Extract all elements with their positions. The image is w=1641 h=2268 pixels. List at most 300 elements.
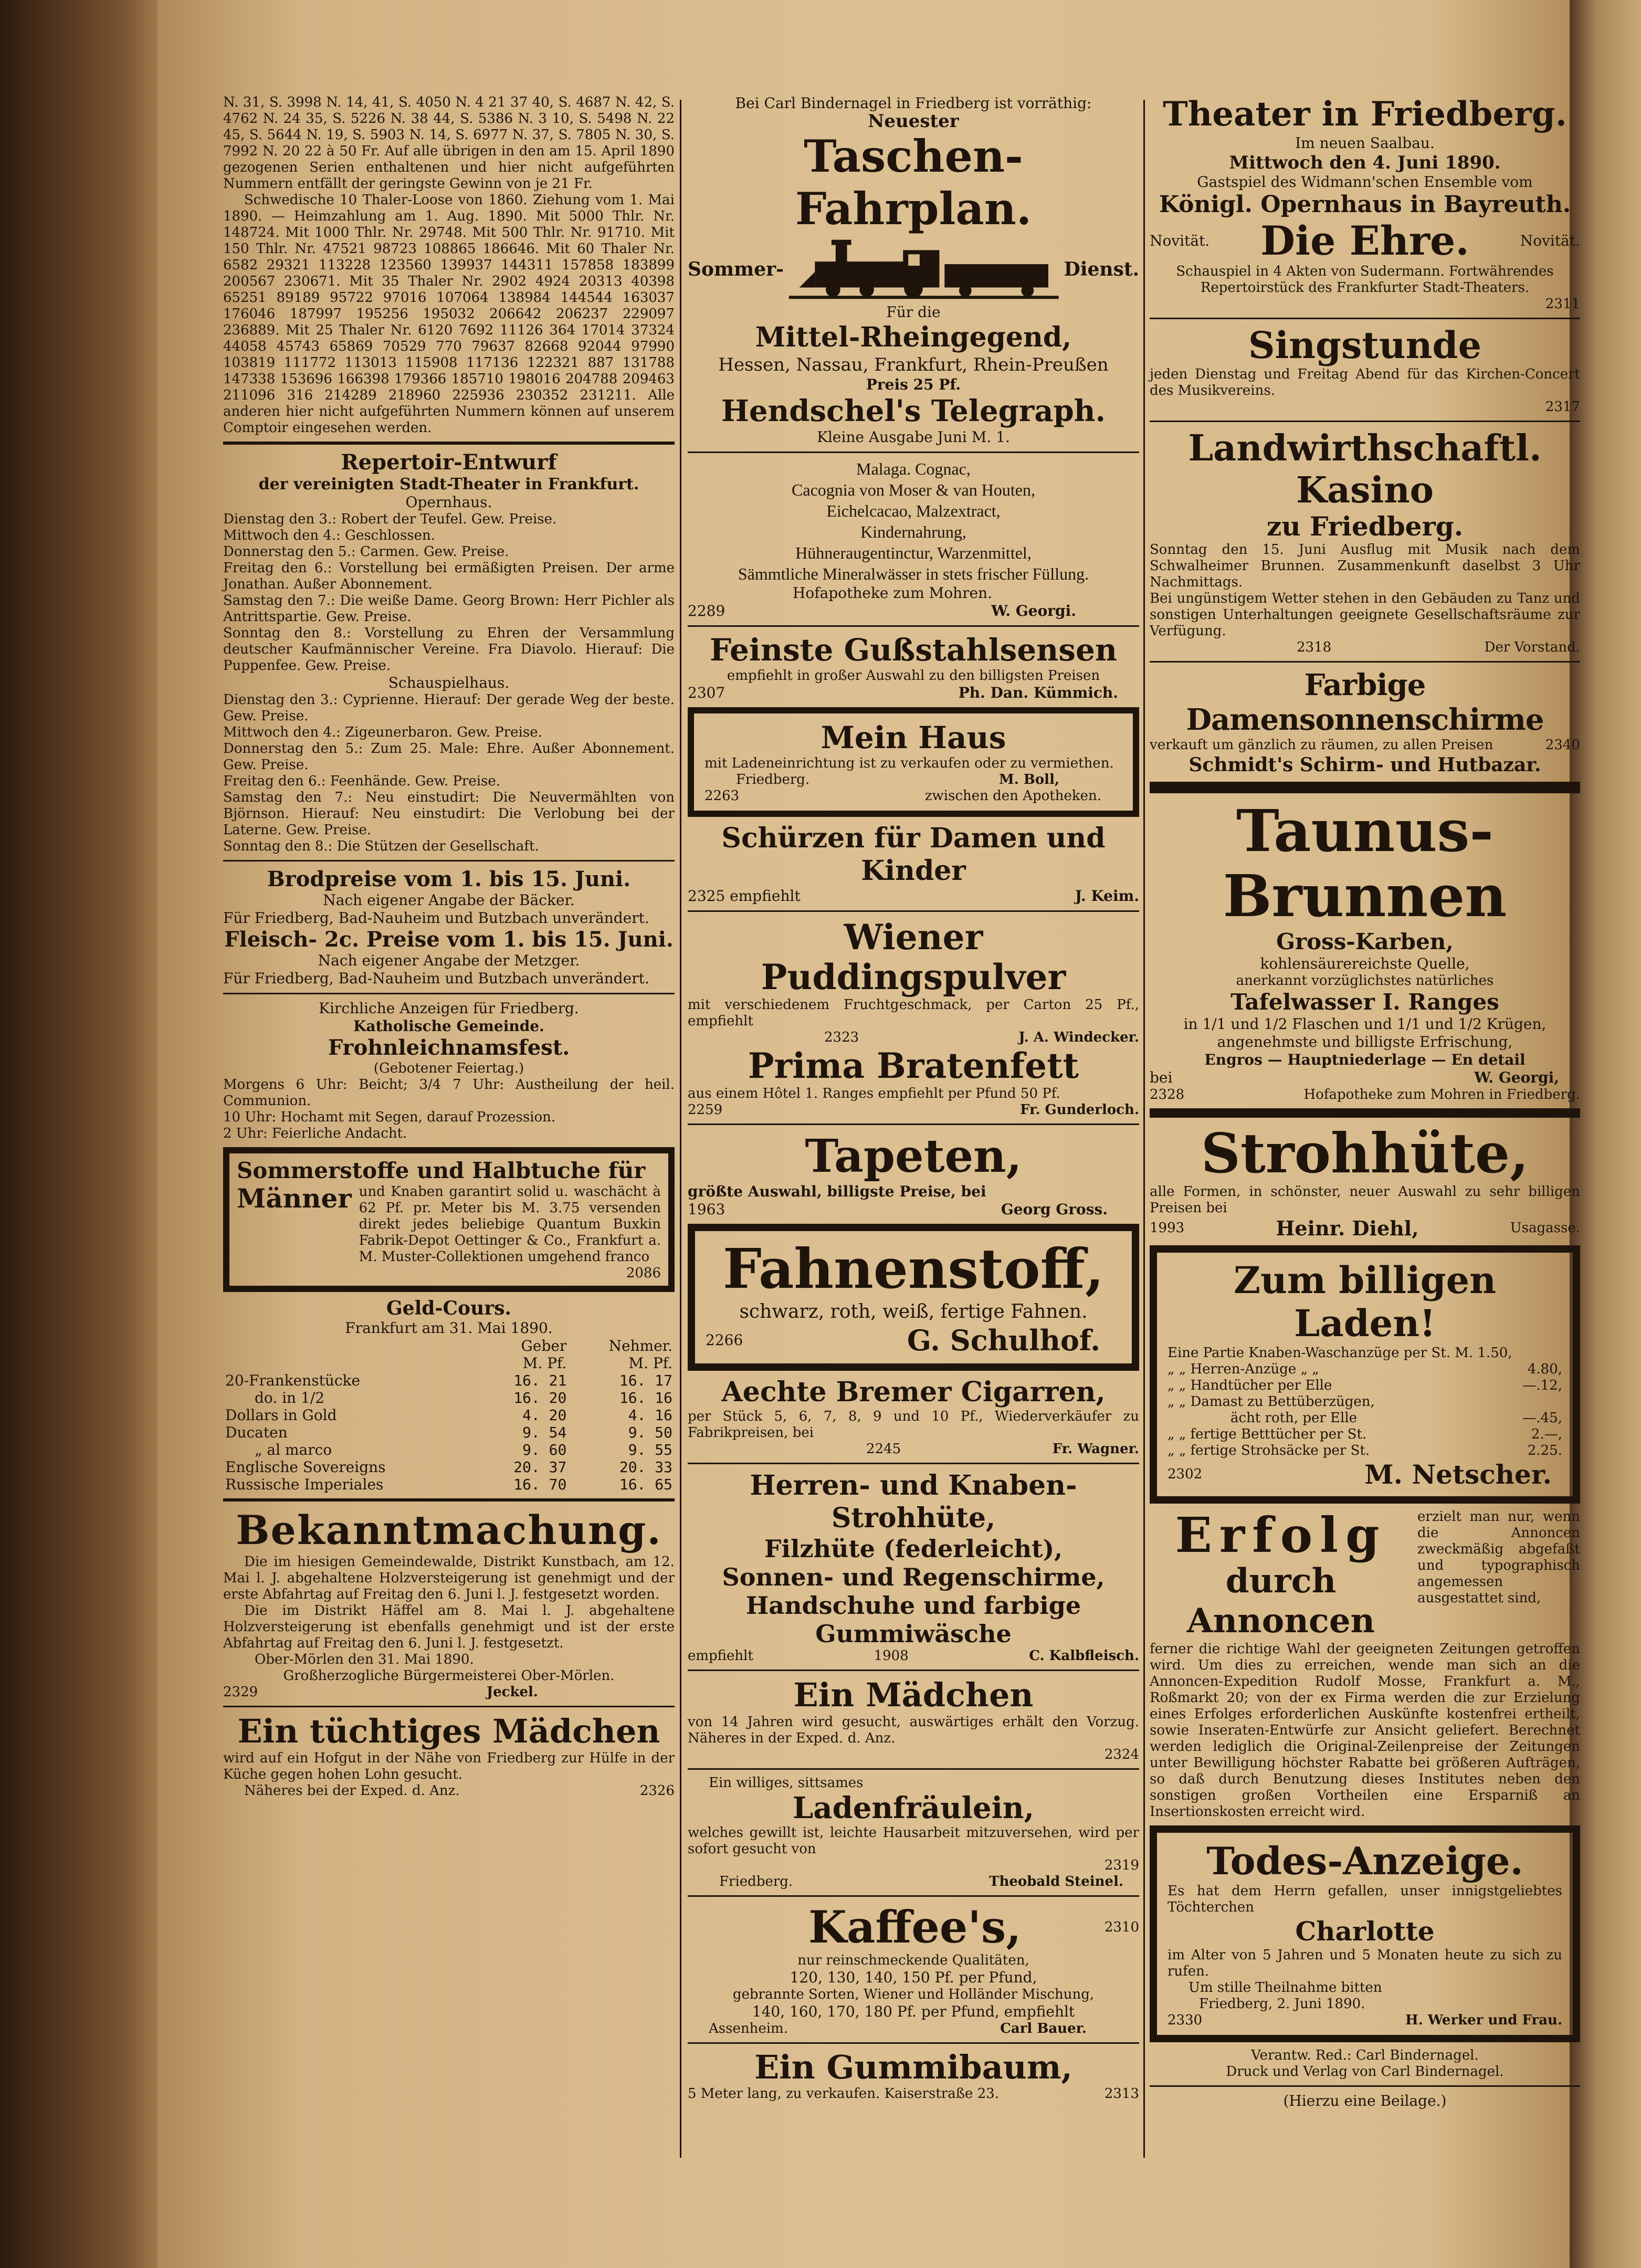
- land-name: Der Vorstand.: [1484, 639, 1580, 655]
- maedchen-num: 2326: [639, 1783, 675, 1799]
- table-cell: 9. 54: [522, 1424, 567, 1441]
- taunus-line: anerkannt vorzüglichstes natürliches: [1236, 973, 1494, 989]
- fleisch-title: Fleisch- 2c. Preise vom 1. bis 15. Juni.: [224, 927, 674, 952]
- todes-date: Friedberg, 2. Juni 1890.: [1199, 1996, 1365, 2012]
- fahnen-name: G. Schulhof.: [907, 1324, 1100, 1357]
- fahnen-text: schwarz, roth, weiß, fertige Fahnen.: [739, 1301, 1088, 1322]
- tapeten-footer: [688, 1201, 1139, 1219]
- divider: [223, 860, 675, 862]
- haus-row: [704, 788, 1122, 804]
- braten-title: Prima Bratenfett: [748, 1045, 1079, 1086]
- stroh-num: 1908: [874, 1648, 909, 1664]
- swedish-lottery: Schwedische 10 Thaler-Loose von 1860. Ziehung vom 1. Mai 1890. — Heimzahlung am 1. Aug. 1890. Mit 5000 Thlr. Nr. 148724. Mit 1000 Thlr. Nr. 29748. Mit 500 Thlr. Nr. 91710. Mit 150 Thlr. Nr. 47521 98723 108865 186646. Mit 60 Thaler Nr. 6582 29321 113228 123560 139937 144311 157858 183899 200567 230671. Mit 35 Thaler Nr. 2902 4924 20313 40398 65251 89189 95722 97016 107064 138984 144544 163037 176046 187997 195256 195032 206642 206237 229097 236889. Mit 25 Thaler Nr. 6120 7692 11126 364 17014 37324 44058 45743 65869 70529 770 79637 82668 92044 97990 103819 111772 113013 115908 117136 122321 887 131788 147338 153696 166398 179366 185710 198016 204788 209463 211096 316 214289 218960 225936 230352 231211. Alle anderen hier nicht aufgeführten Nummern können auf unserem Comptoir eingesehen werden.: [223, 192, 675, 436]
- kaffee-name: Carl Bauer.: [1000, 2021, 1087, 2036]
- billig-list: [1167, 1345, 1562, 1459]
- table-cell: 16. 70: [513, 1476, 567, 1493]
- billig-price: —.12,: [1522, 1378, 1562, 1393]
- divider: [688, 1463, 1139, 1464]
- train-row: [688, 235, 1139, 303]
- divider: [688, 625, 1139, 627]
- table-header-cell: Geber: [521, 1337, 567, 1354]
- apotheke-list: [688, 458, 1139, 584]
- maedchen-title: Ein tüchtiges Mädchen: [237, 1712, 660, 1750]
- opera-item: Sonntag den 8.: Vorstellung zu Ehren der Versammlung deutscher Kaufmännischer Vereine. Fra Diavolo. Hierauf: Die Puppenfee. Gew. Preise.: [223, 625, 675, 674]
- bek-footer: [223, 1684, 675, 1700]
- land-footer: [1150, 639, 1580, 656]
- kirche-title: Kirchliche Anzeigen für Friedberg.: [319, 1000, 579, 1017]
- apotheke-item: Hühneraugentinctur, Warzenmittel,: [795, 543, 1032, 562]
- table-header-cell: Nehmer.: [608, 1337, 672, 1354]
- billig-num: 2302: [1167, 1466, 1203, 1482]
- bek-text-1: Die im hiesigen Gemeindewalde, Distrikt Kunstbach, am 12. Mai l. J. abgehaltene Holzversteigerung ist genehmigt und der erste Abfahrtag auf Freitag den 6. Juni l. J. festgesetzt worden.: [223, 1554, 675, 1602]
- cigarren-title: Aechte Bremer Cigarren,: [721, 1376, 1106, 1408]
- haus-num: 2263: [704, 788, 740, 804]
- haus-addr: zwischen den Apotheken.: [924, 788, 1101, 804]
- kirche-fest-note: (Gebotener Feiertag.): [373, 1060, 524, 1076]
- billig-name: M. Netscher.: [1364, 1459, 1552, 1490]
- table-cell: 20. 33: [619, 1458, 672, 1476]
- guss-title: Feinste Gußstahlsensen: [709, 632, 1118, 668]
- list-item: [1167, 1394, 1562, 1410]
- fahrplan-title: Taschen-Fahrplan.: [795, 130, 1032, 235]
- kaffee-footer: [688, 2021, 1139, 2037]
- table-cell: Russische Imperiales: [225, 1476, 384, 1493]
- fahnen-footer: [706, 1324, 1121, 1357]
- repertoire-title: Repertoir-Entwurf: [341, 450, 557, 475]
- land-text: Sonntag den 15. Juni Ausflug mit Musik nach dem Schwalheimer Brunnen. Zusammenkunft daselbst 3 Uhr Nachmittags.: [1150, 542, 1580, 590]
- list-item: [1167, 1361, 1562, 1378]
- haus-row: [704, 772, 1122, 788]
- strohhuete-footer: [1150, 1216, 1580, 1240]
- bek-text-2: Die im Distrikt Häffel am 8. Mai l. J. abgehaltene Holzversteigerung ist ebenfalls genehmigt und ist der erste Abfahrtag auf Freitag den 6. Juni l. J. festgesetzt.: [223, 1603, 675, 1651]
- table-cell: do. in 1/2: [255, 1389, 325, 1406]
- billig-footer: [1167, 1459, 1562, 1490]
- fahnen-title: Fahnenstoff,: [722, 1236, 1104, 1301]
- kaffee-line: 140, 160, 170, 180 Pf. per Pfund, empfiehlt: [752, 2003, 1075, 2020]
- table-cell: 9. 50: [628, 1424, 672, 1441]
- tapeten-text: größte Auswahl, billigste Preise, bei: [688, 1183, 986, 1200]
- sommer-title: Sommerstoffe und Halbtuche für: [237, 1158, 646, 1183]
- fleisch-note: Nach eigener Angabe der Metzger.: [318, 952, 580, 969]
- opera-item: Dienstag den 3.: Robert der Teufel. Gew. Preise.: [223, 511, 557, 527]
- ehre-row: [1150, 218, 1580, 264]
- todes-name: Charlotte: [1295, 1916, 1435, 1947]
- stroh-footer: [688, 1648, 1139, 1664]
- table-cell: 16. 21: [513, 1372, 567, 1389]
- kirche-line: 2 Uhr: Feierliche Andacht.: [223, 1126, 407, 1141]
- bekanntmachung-title: Bekanntmachung.: [236, 1507, 662, 1553]
- table-cell: 16. 17: [619, 1372, 672, 1389]
- strohhuete-place: Usagasse.: [1510, 1220, 1580, 1236]
- haus-text: mit Ladeneinrichtung ist zu verkaufen oder zu vermiethen.: [704, 755, 1114, 771]
- divider: [1150, 661, 1580, 663]
- impressum-line: Druck und Verlag von Carl Bindernagel.: [1226, 2064, 1504, 2080]
- schirm-num: 2340: [1545, 737, 1580, 753]
- fahrplan-fuer: Für die: [886, 303, 941, 321]
- newspaper-page: [157, 0, 1580, 2268]
- fahrplan-hessen: Hessen, Nassau, Frankfurt, Rhein-Preußen: [718, 354, 1109, 375]
- divider: [688, 1768, 1139, 1770]
- strohhuete-name: Heinr. Diehl,: [1276, 1216, 1419, 1240]
- geld-title: Geld-Cours.: [386, 1297, 512, 1319]
- table-cell: 16. 20: [513, 1389, 567, 1406]
- divider: [1150, 421, 1580, 422]
- table-row: [223, 1372, 675, 1389]
- divider: [688, 1124, 1139, 1125]
- schuerzen-name: J. Keim.: [1075, 887, 1139, 905]
- table-cell: „ al marco: [255, 1441, 332, 1458]
- bek-sign: Großherzogliche Bürgermeisterei Ober-Mörlen.: [283, 1668, 615, 1684]
- taunus-title: Taunus-Brunnen: [1223, 797, 1507, 930]
- opera-item: Donnerstag den 5.: Carmen. Gew. Preise.: [223, 544, 509, 560]
- billig-label: Eine Partie Knaben-Waschanzüge per St. M. 1.50,: [1167, 1345, 1512, 1361]
- table-cell: 4. 16: [628, 1406, 672, 1424]
- billig-label: „ „ Herren-Anzüge „ „: [1167, 1361, 1319, 1377]
- beilage-note: (Hierzu eine Beilage.): [1283, 2092, 1447, 2109]
- column-2: [688, 94, 1139, 2102]
- erfolg-head: [1150, 1509, 1580, 1641]
- schirm-name: Schmidt's Schirm- und Hutbazar.: [1188, 754, 1541, 776]
- ehre-title: Die Ehre.: [1260, 217, 1469, 264]
- pudding-num: 2323: [824, 1030, 859, 1045]
- apotheke-name: W. Georgi.: [991, 602, 1076, 620]
- guss-num: 2307: [688, 684, 725, 701]
- brod-title: Brodpreise vom 1. bis 15. Juni.: [267, 867, 631, 891]
- laden-place: Friedberg.: [719, 1874, 793, 1889]
- theater-gast: Gastspiel des Widmann'schen Ensemble vom: [1197, 173, 1533, 191]
- schauspielhaus-heading: Schauspielhaus.: [388, 674, 510, 691]
- divider: [688, 910, 1139, 912]
- sing-text: jeden Dienstag und Freitag Abend für das Kirchen-Concert des Musikvereins.: [1150, 366, 1580, 398]
- mein-haus-ad: [688, 707, 1139, 817]
- kirche-line: Morgens 6 Uhr: Beicht; 3/4 7 Uhr: Austheilung der heil. Communion.: [223, 1077, 675, 1109]
- play-item: Samstag den 7.: Neu einstudirt: Die Neuvermählten von Björnson. Hierauf: Neu einstudirt: Die Verlobung bei der Laterne. Gew. Preise.: [223, 790, 675, 838]
- opernhaus-heading: Opernhaus.: [405, 494, 492, 511]
- schirm-text: verkauft um gänzlich zu räumen, zu allen Preisen: [1150, 737, 1493, 753]
- fahrplan-head: Bei Carl Bindernagel in Friedberg ist vorräthig:: [735, 94, 1092, 112]
- theater-date: Mittwoch den 4. Juni 1890.: [1229, 152, 1501, 173]
- play-item: Sonntag den 8.: Die Stützen der Gesellschaft.: [223, 838, 539, 854]
- taunus-num: 2328: [1150, 1087, 1185, 1102]
- divider: [688, 2042, 1139, 2044]
- table-header-cell: [223, 1354, 479, 1372]
- pudding-footer: [688, 1030, 1139, 1046]
- bek-num: 2329: [223, 1684, 258, 1700]
- guss-footer: [688, 684, 1139, 702]
- laden-title: Ladenfräulein,: [792, 1791, 1035, 1825]
- locomotive-illustration: [784, 235, 1064, 303]
- taunus-sub: Gross-Karben,: [1276, 929, 1454, 954]
- opera-list: [223, 511, 675, 674]
- kaffee-line: 120, 130, 140, 150 Pf. per Pfund,: [790, 1969, 1037, 1986]
- sing-title: Singstunde: [1248, 323, 1481, 367]
- cigarren-footer: [688, 1441, 1139, 1457]
- laden-text: welches gewillt ist, leichte Hausarbeit mitzuversehen, wird per sofort gesucht von: [688, 1825, 1139, 1857]
- list-item: [1167, 1443, 1562, 1459]
- column-1: [223, 94, 675, 1799]
- table-header: [223, 1337, 675, 1354]
- braten-num: 2259: [688, 1102, 723, 1118]
- erfolg-title-2: durch Annoncen: [1186, 1561, 1375, 1641]
- theater-num: 2311: [1545, 296, 1580, 312]
- impressum-line: Verantw. Red.: Carl Bindernagel.: [1251, 2048, 1479, 2063]
- billig-title: Zum billigen Laden!: [1233, 1258, 1497, 1345]
- laden-footer: [688, 1874, 1139, 1890]
- divider: [223, 442, 675, 445]
- bek-name: Jeckel.: [486, 1684, 538, 1700]
- billig-price: 4.80,: [1527, 1361, 1562, 1377]
- haus-place: Friedberg.: [736, 772, 810, 788]
- sommer-text: und Knaben garantirt solid u. waschächt à 62 Pf. pr. Meter bis M. 3.75 versenden direkt jedes beliebige Quantum Buxkin Fabrik-Depot Oettinger & Co., Frankfurt a. M. Muster-Collektionen umgehend franco: [359, 1184, 661, 1265]
- billig-label: „ „ Handtücher per Elle: [1167, 1378, 1332, 1393]
- fahnenstoff-ad: [688, 1224, 1139, 1371]
- apotheke-footer: [688, 602, 1139, 620]
- kaffee-place: Assenheim.: [709, 2021, 788, 2036]
- billigen-laden-ad: [1150, 1245, 1580, 1504]
- divider: [223, 993, 675, 994]
- sommerstoffe-ad: [223, 1147, 675, 1292]
- geld-place: Frankfurt am 31. Mai 1890.: [345, 1319, 553, 1337]
- guss-text: empfiehlt in großer Auswahl zu den billigsten Preisen: [727, 668, 1100, 684]
- dienst-label: Dienst.: [1064, 258, 1139, 280]
- sommer-label: Sommer-: [688, 258, 784, 280]
- kirche-sub: Katholische Gemeinde.: [353, 1017, 544, 1035]
- cigarren-name: Fr. Wagner.: [1052, 1441, 1139, 1457]
- taunus-line: angenehmste und billigste Erfrischung,: [1217, 1033, 1513, 1051]
- braten-footer: [688, 1102, 1139, 1118]
- strohhuete-title: Strohhüte,: [1201, 1121, 1529, 1185]
- column-rule: [680, 100, 681, 2158]
- kaffee-title: Kaffee's,: [808, 1901, 1022, 1953]
- stroh-line: Sonnen- und Regenschirme,: [722, 1563, 1105, 1591]
- taunus-bei-row: [1150, 1069, 1580, 1087]
- billig-price: —.45,: [1522, 1410, 1562, 1426]
- divider: [688, 452, 1139, 453]
- todes-text: Es hat dem Herrn gefallen, unser innigstgeliebtes Töchterchen: [1167, 1883, 1562, 1915]
- land-title: Landwirthschaftl. Kasino: [1188, 427, 1542, 511]
- todes-title: Todes-Anzeige.: [1206, 1839, 1523, 1883]
- kirche-fest: Frohnleichnamsfest.: [328, 1035, 570, 1060]
- table-row: [223, 1441, 675, 1458]
- taunus-foot: Hofapotheke zum Mohren in Friedberg.: [1303, 1087, 1580, 1102]
- taunus-footer: [1150, 1087, 1580, 1103]
- maedchen-text: wird auf ein Hofgut in der Nähe von Friedberg zur Hülfe in der Küche gegen hohen Lohn gesucht.: [223, 1750, 675, 1782]
- repertoire-subtitle: der vereinigten Stadt-Theater in Frankfurt.: [258, 475, 639, 494]
- table-cell: Englische Sovereigns: [225, 1458, 386, 1476]
- play-list: [223, 692, 675, 855]
- apotheke-item: Cacognia von Moser & van Houten,: [792, 480, 1035, 499]
- todes-text-3: Um stille Theilnahme bitten: [1188, 1980, 1382, 1996]
- schuerzen-footer: [688, 887, 1139, 905]
- haus-title: Mein Haus: [820, 720, 1006, 755]
- divider: [688, 1670, 1139, 1671]
- apotheke-num: 2289: [688, 602, 725, 620]
- land-sub: zu Friedberg.: [1266, 511, 1464, 542]
- table-row: [223, 1389, 675, 1406]
- table-cell: 20. 37: [513, 1458, 567, 1476]
- table-cell: 20-Frankenstücke: [225, 1372, 361, 1389]
- maed-num: 2324: [1104, 1747, 1139, 1762]
- erfolg-title: Erfolg: [1175, 1507, 1387, 1563]
- billig-price: 2.25.: [1527, 1443, 1562, 1458]
- schirm-row: [1150, 737, 1580, 753]
- laden-pre: Ein williges, sittsames: [709, 1775, 864, 1791]
- taunus-name: W. Georgi,: [1474, 1069, 1559, 1086]
- gummi-num: 2313: [1104, 2086, 1139, 2102]
- laden-num: 2319: [1104, 1857, 1139, 1873]
- opera-item: Mittwoch den 4.: Geschlossen.: [223, 528, 436, 543]
- play-item: Donnerstag den 5.: Zum 25. Male: Ehre. Außer Abonnement. Gew. Preise.: [223, 741, 675, 773]
- fleisch-places: Für Friedberg, Bad-Nauheim und Butzbach unverändert.: [223, 970, 649, 987]
- tapeten-name: Georg Gross.: [1001, 1201, 1108, 1218]
- pudding-text: mit verschiedenem Fruchtgeschmack, per Carton 25 Pf., empfiehlt: [688, 997, 1139, 1029]
- table-cell: Dollars in Gold: [225, 1406, 337, 1424]
- play-item: Dienstag den 3.: Cyprienne. Hierauf: Der gerade Weg der beste. Gew. Preise.: [223, 692, 675, 724]
- apotheke-item: Eichelcacao, Malzextract,: [826, 501, 1001, 520]
- theater-sub: Im neuen Saalbau.: [1295, 134, 1435, 152]
- haus-name: M. Boll,: [998, 772, 1059, 788]
- todes-sign: H. Werker und Frau.: [1405, 2012, 1562, 2028]
- cigarren-text: per Stück 5, 6, 7, 8, 9 und 10 Pf., Wiederverkäufer zu Fabrikpreisen, bei: [688, 1409, 1139, 1441]
- divider: [223, 1498, 675, 1502]
- apotheke-item: Malaga. Cognac,: [856, 459, 971, 478]
- billig-price: 2.—,: [1531, 1426, 1562, 1442]
- apotheke-item: Kindernahrung,: [860, 522, 966, 541]
- tapeten-title: Tapeten,: [805, 1130, 1022, 1183]
- maedchen-foot: Näheres bei der Exped. d. Anz.: [244, 1783, 460, 1799]
- maed-title: Ein Mädchen: [793, 1676, 1034, 1714]
- maedchen-footer: [223, 1783, 675, 1799]
- table-row: [223, 1424, 675, 1441]
- exchange-rate-table: [223, 1337, 675, 1493]
- stroh-text: empfiehlt: [688, 1648, 753, 1664]
- taunus-line: Tafelwasser I. Ranges: [1230, 989, 1499, 1015]
- divider: [1150, 782, 1580, 793]
- divider: [1150, 1108, 1580, 1118]
- table-units: [223, 1354, 675, 1372]
- table-cell: 9. 60: [522, 1441, 567, 1458]
- cigarren-num: 2245: [866, 1441, 901, 1457]
- sommer-maenner: Männer: [237, 1183, 352, 1214]
- tapeten-num: 1963: [688, 1201, 725, 1218]
- todes-text-2: im Alter von 5 Jahren und 5 Monaten heute zu sich zu rufen.: [1167, 1947, 1562, 1979]
- play-item: Mittwoch den 4.: Zigeunerbaron. Gew. Preise.: [223, 724, 542, 740]
- todes-num: 2330: [1167, 2012, 1203, 2028]
- table-cell: 16. 65: [619, 1476, 672, 1493]
- taunus-bei: bei: [1150, 1069, 1173, 1086]
- land-text2: Bei ungünstigem Wetter stehen in den Gebäuden zu Tanz und sonstigen Unterhaltungen geeignete Gesellschaftsräume zur Verfügung.: [1150, 591, 1580, 639]
- strohhuete-text: alle Formen, in schönster, neuer Auswahl zu sehr billigen Preisen bei: [1150, 1184, 1580, 1216]
- apotheke-item: Sämmtliche Mineralwässer in stets frischer Füllung.: [738, 564, 1089, 583]
- fahrplan-mittel: Mittel-Rheingegend,: [755, 321, 1072, 353]
- kaffee-head: [688, 1902, 1139, 1952]
- brod-note: Nach eigener Angabe der Bäcker.: [323, 891, 575, 909]
- table-row: [223, 1406, 675, 1424]
- table-cell: 4. 20: [522, 1406, 567, 1424]
- hendschel-sub: Kleine Ausgabe Juni M. 1.: [817, 428, 1010, 446]
- brod-places: Für Friedberg, Bad-Nauheim und Butzbach unverändert.: [223, 909, 649, 927]
- strohhuete-num: 1993: [1150, 1220, 1185, 1236]
- braten-name: Fr. Gunderloch.: [1020, 1102, 1139, 1118]
- stroh-name: C. Kalbfleisch.: [1029, 1648, 1139, 1664]
- gummi-title: Ein Gummibaum,: [754, 2048, 1073, 2086]
- schirm-title: Farbige Damensonnenschirme: [1186, 668, 1544, 737]
- table-row: [223, 1476, 675, 1493]
- table-header-cell: M. Pf.: [522, 1354, 567, 1372]
- todes-anzeige: [1150, 1825, 1580, 2042]
- billig-label: ächt roth, per Elle: [1230, 1410, 1358, 1426]
- laden-name: Theobald Steinel.: [989, 1874, 1123, 1889]
- schuerzen-title: Schürzen für Damen und Kinder: [721, 822, 1106, 887]
- list-item: [1167, 1378, 1562, 1394]
- taunus-line: kohlensäurereichste Quelle,: [1260, 955, 1470, 972]
- maed-text: von 14 Jahren wird gesucht, auswärtiges erhält den Vorzug. Näheres in der Exped. d. Anz.: [688, 1714, 1139, 1746]
- column-rule: [1143, 100, 1145, 2158]
- billig-label: „ „ fertige Strohsäcke per St.: [1167, 1443, 1370, 1458]
- apotheke-mohren: Hofapotheke zum Mohren.: [793, 584, 993, 602]
- stroh-line: Handschuhe und farbige Gummiwäsche: [745, 1591, 1081, 1648]
- list-item: [1167, 1426, 1562, 1443]
- table-header-cell: [223, 1337, 479, 1354]
- schuerzen-num: 2325: [688, 887, 725, 905]
- book-binding: [0, 0, 157, 2268]
- taunus-line: in 1/1 und 1/2 Flaschen und 1/1 und 1/2 Krügen,: [1183, 1015, 1547, 1033]
- column-3: [1150, 94, 1580, 2110]
- theater-text: Schauspiel in 4 Akten von Sudermann. Fortwährendes Repertoirstück des Frankfurter Stadt-Theaters.: [1176, 264, 1554, 296]
- billig-label: „ „ Damast zu Bettüberzügen,: [1167, 1394, 1375, 1410]
- fahnen-num: 2266: [706, 1331, 743, 1349]
- kaffee-line: gebrannte Sorten, Wiener und Holländer Mischung,: [732, 1987, 1095, 2002]
- fahrplan-preis: Preis 25 Pf.: [866, 376, 961, 393]
- pudding-name: J. A. Windecker.: [1018, 1030, 1139, 1045]
- braten-text: aus einem Hôtel 1. Ranges empfiehlt per Pfund 50 Pf.: [688, 1086, 1060, 1101]
- sommer-num: 2086: [626, 1265, 661, 1281]
- erfolg-text: ferner die richtige Wahl der geeigneten Zeitungen getroffen wird. Um dies zu erreichen, wende man sich an die Annoncen-Expedition Rudolf Mosse, Frankfurt a. M., Roßmarkt 20; von der ex Firma werden die zur Erzielung eines Erfolges erforderlichen Auskünfte kostenfrei ertheilt, sowie Inseraten-Entwürfe zur Ansicht geliefert. Berechnet werden lediglich die Original-Zeilenpreise der Zeitungen unter Bewilligung höchster Rabatte bei größeren Aufträgen, so daß durch Benutzung dieses Institutes neben den sonstigen großen Vortheilen eine Ersparniß an Insertionskosten erreicht wird.: [1150, 1641, 1580, 1820]
- taunus-line: Engros — Hauptniederlage — En detail: [1204, 1051, 1526, 1068]
- table-cell: Ducaten: [225, 1424, 288, 1441]
- pudding-title: Wiener Puddingspulver: [761, 917, 1066, 998]
- divider: [1150, 318, 1580, 319]
- stroh-line: Filzhüte (federleicht),: [764, 1535, 1063, 1563]
- novitaet-label: Novität.: [1520, 232, 1580, 249]
- divider: [1150, 2085, 1580, 2087]
- table-header-cell: M. Pf.: [628, 1354, 672, 1372]
- theater-oper: Königl. Opernhaus in Bayreuth.: [1159, 191, 1571, 218]
- opera-item: Samstag den 7.: Die weiße Dame. Georg Brown: Herr Pichler als Antrittspartie. Gew. Preise.: [223, 593, 675, 625]
- todes-footer: [1167, 2012, 1562, 2029]
- schuerzen-text: empfiehlt: [730, 887, 801, 905]
- theater-title: Theater in Friedberg.: [1163, 94, 1567, 134]
- gummi-footer: [688, 2086, 1139, 2102]
- table-cell: 9. 55: [628, 1441, 672, 1458]
- erfolg-side: erzielt man nur, wenn die Annoncen zweckmäßig abgefaßt und typographisch angemessen ausgestattet sind,: [1417, 1509, 1580, 1606]
- play-item: Freitag den 6.: Feenhände. Gew. Preise.: [223, 773, 501, 789]
- gummi-text: 5 Meter lang, zu verkaufen. Kaiserstraße 23.: [688, 2086, 1000, 2102]
- list-item: [1167, 1345, 1562, 1361]
- kaffee-line: nur reinschmeckende Qualitäten,: [797, 1952, 1029, 1968]
- bek-date: Ober-Mörlen den 31. Mai 1890.: [255, 1652, 474, 1667]
- stroh-title: Herren- und Knaben-Strohhüte,: [750, 1469, 1077, 1534]
- novitaet-label: Novität.: [1150, 232, 1210, 249]
- land-num: 2318: [1297, 639, 1332, 655]
- divider: [223, 1706, 675, 1707]
- sing-num: 2317: [1545, 399, 1580, 415]
- billig-label: „ „ fertige Betttücher per St.: [1167, 1426, 1367, 1442]
- kirche-line: 10 Uhr: Hochamt mit Segen, darauf Prozession.: [223, 1109, 556, 1125]
- opera-item: Freitag den 6.: Vorstellung bei ermäßigten Preisen. Der arme Jonathan. Außer Abonnement.: [223, 560, 675, 592]
- guss-name: Ph. Dan. Kümmich.: [958, 684, 1118, 701]
- list-item: [1167, 1410, 1562, 1426]
